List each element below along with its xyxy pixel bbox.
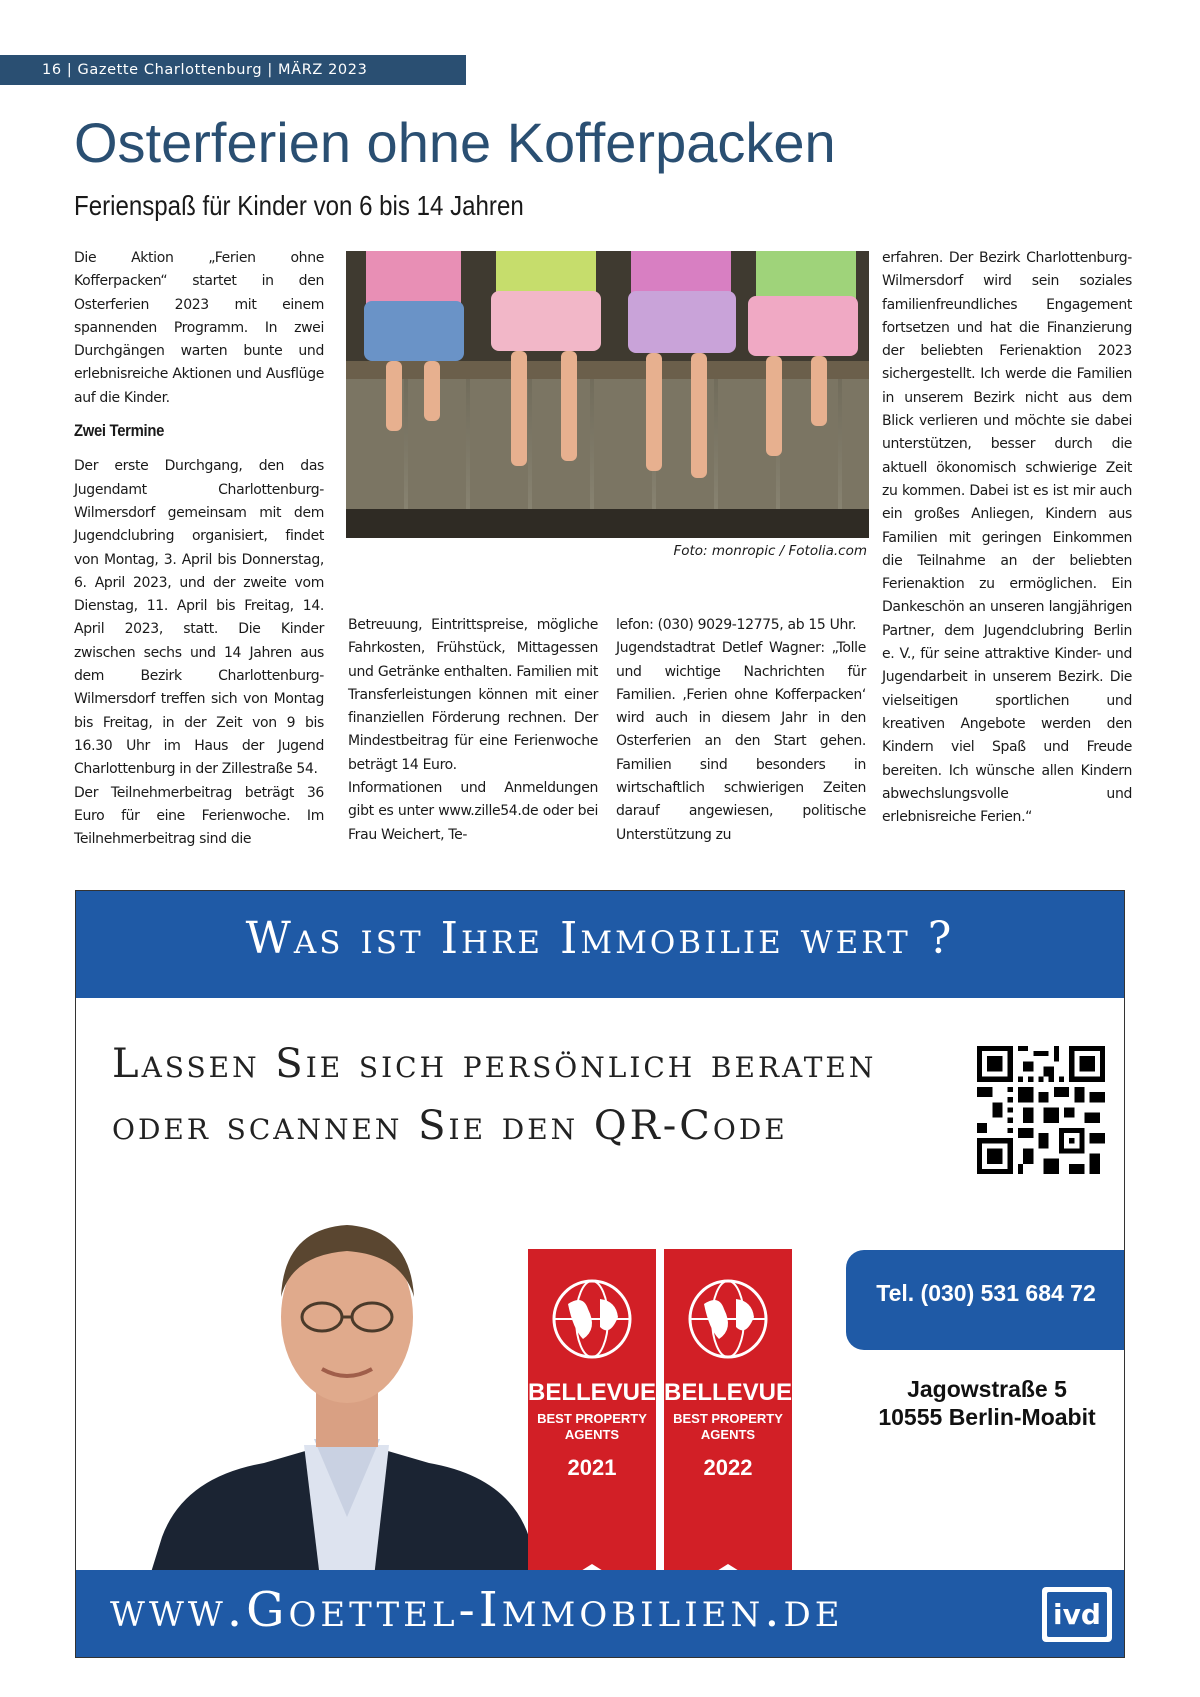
award-year: 2021 <box>567 1455 617 1480</box>
address-city: 10555 Berlin-Moabit <box>878 1404 1096 1430</box>
ad-headline: Was ist Ihre Immobilie wert ? <box>245 913 955 964</box>
section-heading: Zwei Termine <box>74 422 165 441</box>
page-header: 16 | Gazette Charlottenburg | MÄRZ 2023 <box>0 55 466 85</box>
award-line1: BEST PROPERTY <box>673 1411 783 1426</box>
article-body-text: lefon: (030) 9029-12775, ab 15 Uhr. <box>616 617 857 633</box>
ad-header-band <box>76 891 1124 998</box>
agent-portrait <box>144 1177 544 1595</box>
article-body-text: Der erste Durchgang, den das Jugendamt Charlottenburg-Wilmersdorf gemeinsam mit dem Jugendclubring organisiert, findet von Montag, 3. April bis Donnerstag, 6. April 2023, und der zweite vom Dienstag, 11. April bis Freitag, 14. April 2023, statt. Die Kinder zwischen sechs und 14 Jahren aus dem Bezirk Charlottenburg-Wilmersdorf treffen sich von Montag bis Freitag, in der Zeit von 9 bis 16.30 Uhr im Haus der Jugend Charlottenburg in der Zillestraße 54. <box>74 458 324 778</box>
bellevue-award-2022 <box>664 1249 792 1604</box>
qr-code-icon[interactable] <box>977 1046 1105 1174</box>
address-street: Jagowstraße 5 <box>907 1376 1067 1402</box>
ad-tagline-2: oder scannen Sie den QR-Code <box>112 1103 788 1149</box>
article-title: Osterferien ohne Kofferpacken <box>74 111 836 174</box>
children-on-fence-illustration <box>346 251 869 538</box>
article-intro: Die Aktion „Ferien ohne Kofferpacken“ startet in den Osterferien 2023 mit einem spannenden Programm. In zwei Durchgängen warten bunte und erlebnisreiche Aktionen und Ausflüge auf die Kinder. <box>74 250 324 406</box>
ad-footer-band <box>76 1570 1124 1658</box>
article-column-4 <box>882 247 1132 829</box>
award-year: 2022 <box>703 1455 753 1480</box>
article-column-2 <box>348 614 598 847</box>
article-body-text: Betreuung, Eintrittspreise, mögliche Fahrkosten, Frühstück, Mittagessen und Getränke enthalten. Familien mit Transferleistungen können mit einer finanziellen Förderung rechnen. Der Mindestbeitrag für eine Ferienwoche beträgt 14 Euro. <box>348 617 598 773</box>
award-badges <box>528 1249 798 1609</box>
ad-tagline-1: Lassen Sie sich persönlich beraten <box>112 1041 877 1087</box>
article-column-1 <box>74 247 324 851</box>
office-address <box>862 1375 1112 1431</box>
award-line1: BEST PROPERTY <box>537 1411 647 1426</box>
award-brand: BELLEVUE <box>664 1379 793 1406</box>
article-photo <box>346 251 869 538</box>
ivd-logo <box>1042 1587 1112 1642</box>
award-line2: AGENTS <box>564 1427 620 1442</box>
article-body-text: Der Teilnehmerbeitrag beträgt 36 Euro für eine Ferienwoche. Im Teilnehmerbeitrag sind die <box>74 784 324 848</box>
phone-box[interactable] <box>846 1250 1125 1350</box>
award-brand: BELLEVUE <box>528 1379 657 1406</box>
real-estate-advertisement[interactable] <box>75 890 1125 1658</box>
quote-text: erfahren. Der Bezirk Charlottenburg-Wilmersdorf wird sein soziales familienfreundliches Engagement fortsetzen und hat die Finanzierung der beliebten Ferienaktion 2023 sichergestellt. Ich werde die Familien in unserem Bezirk nicht aus dem Blick verlieren und möchte sie dabei unterstützen, besser durch die aktuell ökonomisch schwierige Zeit zu kommen. Dabei ist es ist mir auch ein großes Anliegen, Kindern aus Familien mit geringen Einkommen die Teilnahme an der beliebten Ferienaktion zu ermöglichen. Ein Dankeschön an unseren langjährigen Partner, dem Jugendclubring Berlin e. V., für seine attraktive Kinder- und Jugendarbeit in unserem Bezirk. Die vielseitigen sportlichen und kreativen Angebote werden den Kindern viel Spaß und Freude bereiten. Ich wünsche allen Kindern abwechslungsvolle und erlebnisreiche Ferien.“ <box>882 250 1132 826</box>
article-column-3 <box>616 614 866 847</box>
website-link[interactable]: www.Goettel-Immobilien.de <box>110 1582 844 1638</box>
article-subtitle: Ferienspaß für Kinder von 6 bis 14 Jahren <box>74 190 524 221</box>
photo-caption: Foto: monropic / Fotolia.com <box>673 543 867 559</box>
quote-text: Jugendstadtrat Detlef Wagner: „Tolle und wichtige Nachrichten für Familien. ‚Ferien ohne Kofferpacken‘ wird auch in diesem Jahr in den Osterferien an den Start gehen. Familien sind besonders in wirtschaftlich schwierigen Zeiten darauf angewiesen, politische Unterstützung zu <box>616 640 866 843</box>
phone-number[interactable]: Tel. (030) 531 684 72 <box>876 1280 1096 1306</box>
ivd-logo-text: ivd <box>1047 1592 1107 1637</box>
article-body-text: Informationen und Anmeldungen gibt es unter www.zille54.de oder bei Frau Weichert, Te- <box>348 780 598 843</box>
bellevue-award-2021 <box>528 1249 656 1604</box>
award-line2: AGENTS <box>700 1427 756 1442</box>
